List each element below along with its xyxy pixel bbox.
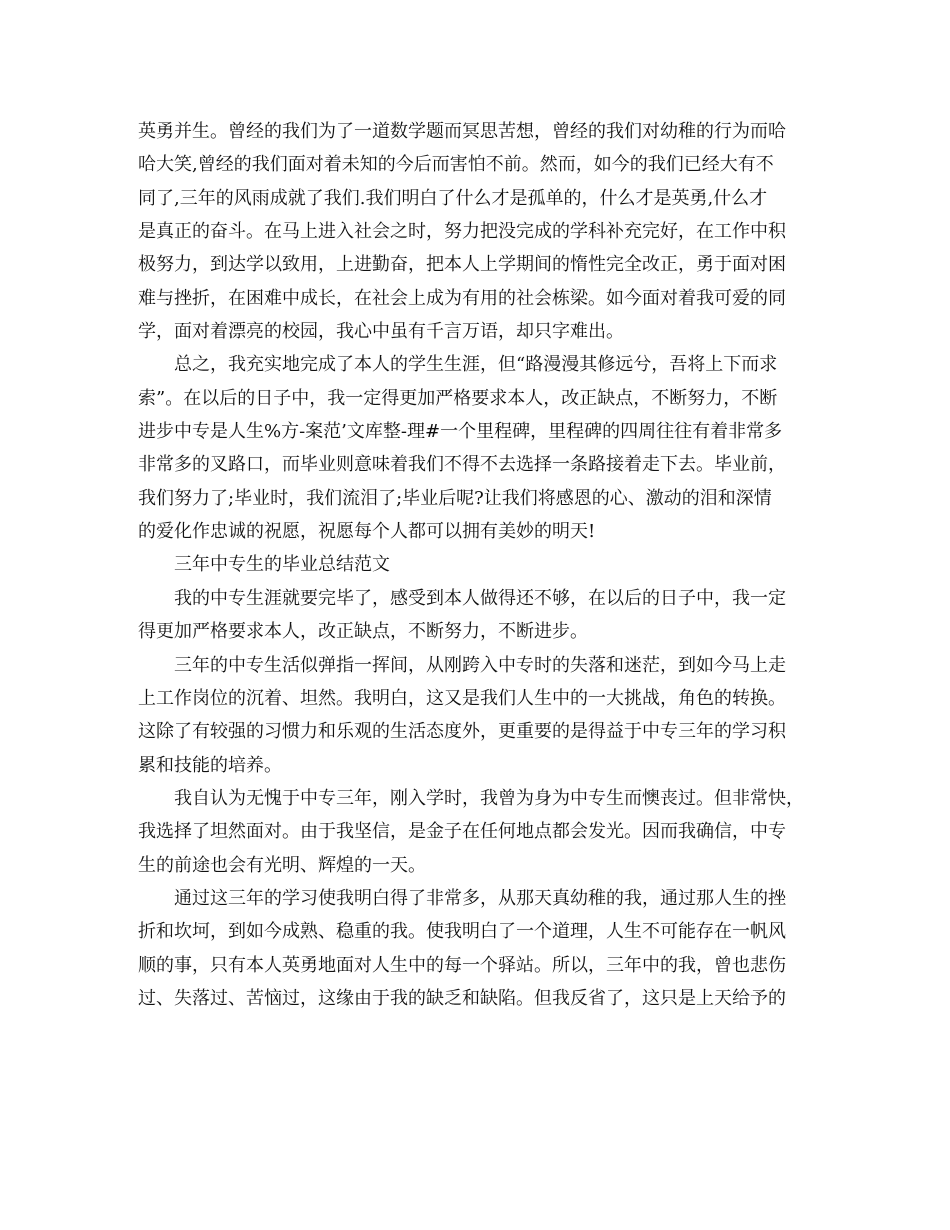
text-line: 累和技能的培养。 [138, 754, 282, 776]
text-line: 同了,三年的风雨成就了我们.我们明白了什么才是孤单的，什么才是英勇,什么才 [138, 187, 768, 209]
text-line: 学，面对着漂亮的校园，我心中虽有千言万语，却只字难出。 [138, 321, 624, 343]
text-line: 生的前途也会有光明、辉煌的一天。 [138, 854, 426, 876]
text-line: 这除了有较强的习惯力和乐观的生活态度外，更重要的是得益于中专三年的学习积 [138, 721, 786, 743]
text-line: 的爱化作忠诚的祝愿，祝愿每个人都可以拥有美妙的明天! [138, 521, 596, 543]
document-body [138, 115, 814, 1015]
text-line: 我的中专生涯就要完毕了，感受到本人做得还不够，在以后的日子中，我一定 [174, 587, 786, 609]
text-line: 折和坎坷，到如今成熟、稳重的我。使我明白了一个道理，人生不可能存在一帆风 [138, 921, 786, 943]
text-line: 进步中专是人生%方-案范’文库整-理#一个里程碑，里程碑的四周往往有着非常多 [138, 421, 783, 443]
text-line: 我们努力了;毕业时，我们流泪了;毕业后呢?让我们将感恩的心、激动的泪和深情 [138, 487, 772, 509]
text-line: 得更加严格要求本人，改正缺点，不断努力，不断进步。 [138, 621, 588, 643]
text-line: 极努力，到达学以致用，上进勤奋，把本人上学期间的惰性完全改正，勇于面对困 [138, 254, 786, 276]
text-line: 我选择了坦然面对。由于我坚信，是金子在任何地点都会发光。因而我确信，中专 [138, 821, 786, 843]
text-line: 哈大笑,曾经的我们面对着未知的今后而害怕不前。然而，如今的我们已经大有不 [138, 154, 774, 176]
text-line: 过、失落过、苦恼过，这缘由于我的缺乏和缺陷。但我反省了，这只是上天给予的 [138, 987, 786, 1009]
text-line: 顺的事，只有本人英勇地面对人生中的每一个驿站。所以，三年中的我，曾也悲伤 [138, 954, 786, 976]
text-line: 总之，我充实地完成了本人的学生生涯，但“路漫漫其修远兮，吾将上下而求 [174, 354, 778, 376]
text-line: 非常多的叉路口，而毕业则意味着我们不得不去选择一条路接着走下去。毕业前， [138, 454, 786, 476]
text-line: 是真正的奋斗。在马上进入社会之时，努力把没完成的学科补充完好，在工作中积 [138, 221, 786, 243]
text-line: 通过这三年的学习使我明白得了非常多，从那天真幼稚的我，通过那人生的挫 [174, 887, 786, 909]
text-line: 我自认为无愧于中专三年，刚入学时，我曾为身为中专生而懊丧过。但非常快， [174, 787, 804, 809]
text-line: 英勇并生。曾经的我们为了一道数学题而冥思苦想，曾经的我们对幼稚的行为而哈 [138, 121, 786, 142]
text-line: 上工作岗位的沉着、坦然。我明白，这又是我们人生中的一大挑战，角色的转换。 [138, 687, 786, 709]
text-line: 三年中专生的毕业总结范文 [174, 554, 390, 576]
text-line: 难与挫折，在困难中成长，在社会上成为有用的社会栋梁。如今面对着我可爱的同 [138, 287, 786, 309]
text-line: 三年的中专生活似弹指一挥间，从刚跨入中专时的失落和迷茫，到如今马上走 [174, 654, 786, 676]
text-line: 索”。在以后的日子中，我一定得更加严格要求本人，改正缺点，不断努力，不断 [138, 387, 778, 409]
